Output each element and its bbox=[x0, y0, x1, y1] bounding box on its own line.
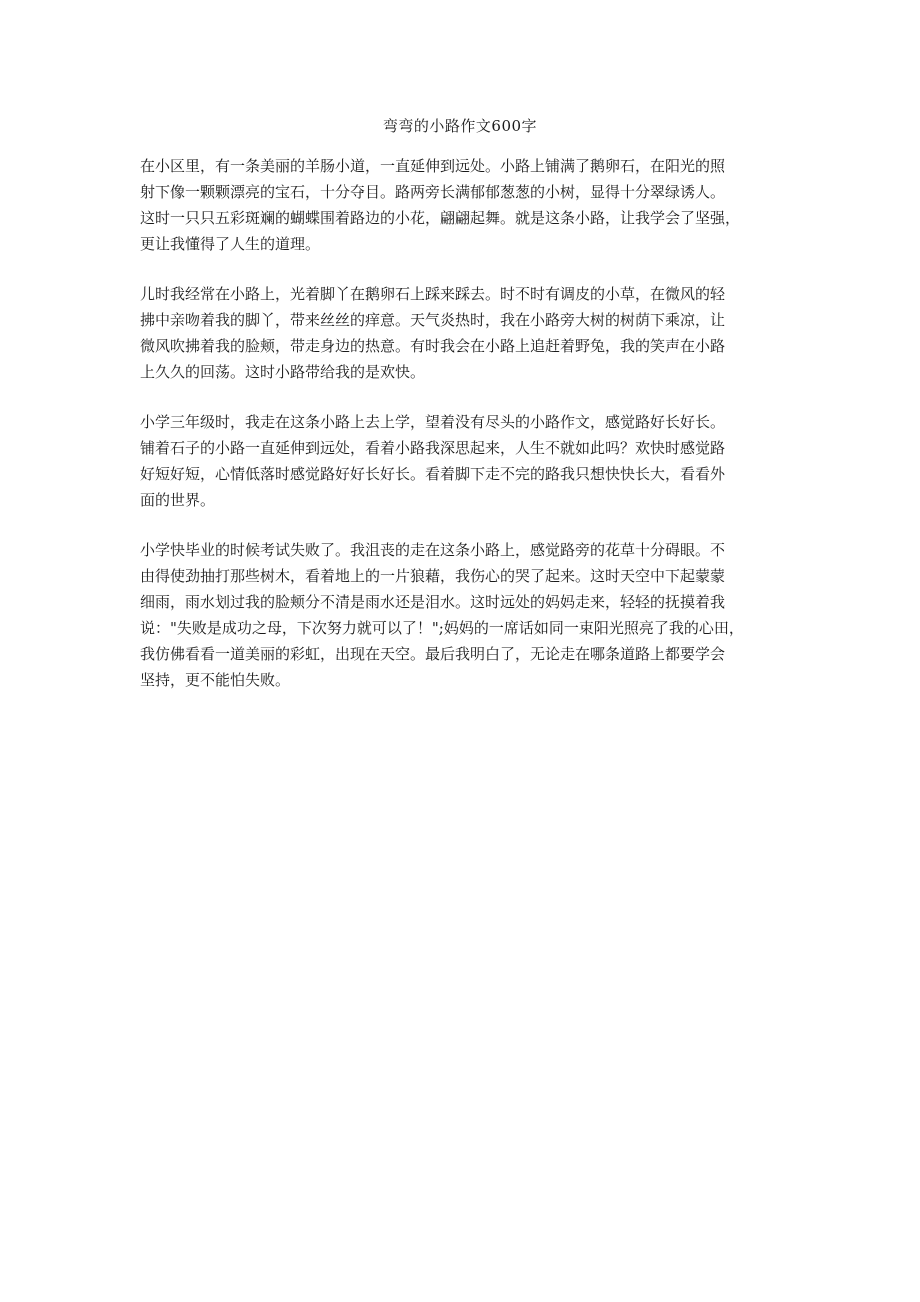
paragraph-line: 好短好短，心情低落时感觉路好好长好长。看着脚下走不完的路我只想快快长大，看看外 bbox=[140, 465, 726, 483]
paragraph-line: 细雨，雨水划过我的脸颊分不清是雨水还是泪水。这时远处的妈妈走来，轻轻的抚摸着我 bbox=[140, 593, 726, 611]
paragraph bbox=[140, 281, 780, 385]
paragraph-line: 铺着石子的小路一直延伸到远处，看着小路我深思起来，人生不就如此吗？欢快时感觉路 bbox=[140, 439, 726, 457]
paragraph-line: 上久久的回荡。这时小路带给我的是欢快。 bbox=[140, 363, 426, 381]
paragraph-line: 拂中亲吻着我的脚丫，带来丝丝的痒意。天气炎热时，我在小路旁大树的树荫下乘凉，让 bbox=[140, 311, 726, 329]
paragraph-line: 在小区里，有一条美丽的羊肠小道，一直延伸到远处。小路上铺满了鹅卵石，在阳光的照 bbox=[140, 157, 726, 175]
paragraph-line: 坚持，更不能怕失败。 bbox=[140, 671, 291, 689]
paragraph-line: 说："失败是成功之母，下次努力就可以了！";妈妈的一席话如同一束阳光照亮了我的心田， bbox=[140, 619, 744, 637]
document-body bbox=[140, 153, 780, 717]
paragraph-line: 我仿佛看看一道美丽的彩虹，出现在天空。最后我明白了，无论走在哪条道路上都要学会 bbox=[140, 645, 726, 663]
paragraph-line: 微风吹拂着我的脸颊，带走身边的热意。有时我会在小路上追赶着野兔，我的笑声在小路 bbox=[140, 337, 726, 355]
paragraph bbox=[140, 153, 780, 257]
paragraph-line: 儿时我经常在小路上，光着脚丫在鹅卵石上踩来踩去。时不时有调皮的小草，在微风的轻 bbox=[140, 285, 726, 303]
paragraph-line: 由得使劲抽打那些树木，看着地上的一片狼藉，我伤心的哭了起来。这时天空中下起蒙蒙 bbox=[140, 567, 726, 585]
paragraph-line: 小学三年级时，我走在这条小路上去上学，望着没有尽头的小路作文，感觉路好长好长。 bbox=[140, 413, 726, 431]
document-title: 弯弯的小路作文600字 bbox=[382, 117, 538, 135]
paragraph bbox=[140, 537, 780, 693]
paragraph-line: 更让我懂得了人生的道理。 bbox=[140, 235, 321, 253]
paragraph bbox=[140, 409, 780, 513]
paragraph-line: 小学快毕业的时候考试失败了。我沮丧的走在这条小路上，感觉路旁的花草十分碍眼。不 bbox=[140, 541, 726, 559]
paragraph-line: 射下像一颗颗漂亮的宝石，十分夺目。路两旁长满郁郁葱葱的小树，显得十分翠绿诱人。 bbox=[140, 183, 726, 201]
paragraph-line: 这时一只只五彩斑斓的蝴蝶围着路边的小花，翩翩起舞。就是这条小路，让我学会了坚强， bbox=[140, 209, 741, 227]
paragraph-line: 面的世界。 bbox=[140, 491, 216, 509]
